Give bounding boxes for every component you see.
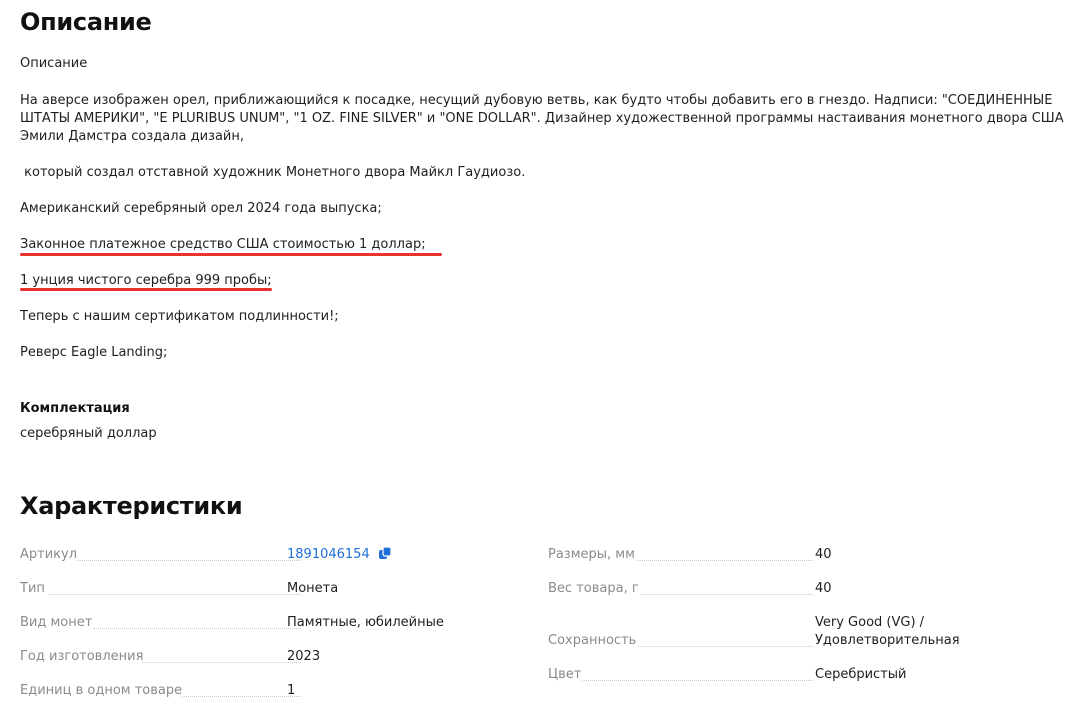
spec-label: Вид монет: [20, 615, 93, 630]
dotted-leader: [93, 627, 301, 629]
spec-label: Вес товара, г: [548, 581, 639, 596]
spec-value: Серебристый: [815, 667, 907, 682]
specs-heading: Характеристики: [20, 492, 243, 520]
description-heading: Описание: [20, 8, 152, 36]
description-paragraph: Описание: [20, 56, 88, 71]
spec-label: Размеры, мм: [548, 547, 635, 562]
spec-row-coin-kind: [20, 614, 520, 634]
spec-value-condition: [815, 614, 960, 650]
condition-line-1: Very Good (VG) /: [815, 615, 925, 630]
spec-row-article: [20, 546, 520, 566]
kit-value: серебряный доллар: [20, 426, 157, 441]
description-paragraph-legal-tender: Законное платежное средство США стоимостью 1 доллар;: [20, 237, 426, 252]
spec-value: 2023: [287, 649, 321, 664]
spec-value: 40: [815, 547, 832, 562]
spec-value: Монета: [287, 581, 339, 596]
description-paragraph: На аверсе изображен орел, приближающийся к посадке, несущий дубовую ветвь, как будто чтобы добавить его в гнездо. Надписи: "СОЕДИНЕННЫЕ ШТАТЫ АМЕРИКИ", "E PLURIBUS UNUM", "1 OZ. FINE SILVER" и "ONE DOLLAR". Дизайнер художественной программы настаивания монетного двора США Эмили Дамстра создала дизайн,: [20, 93, 1068, 144]
spec-row-year: [20, 648, 520, 668]
description-paragraph: Американский серебряный орел 2024 года выпуска;: [20, 201, 382, 216]
spec-row-units: [20, 682, 520, 702]
spec-row-weight: [548, 580, 1068, 600]
description-paragraph: Реверс Eagle Landing;: [20, 345, 168, 360]
dotted-leader: [636, 559, 813, 561]
red-underline-mark: [20, 288, 272, 291]
dotted-leader: [142, 661, 301, 663]
spec-label: Единиц в одном товаре: [20, 683, 183, 698]
spec-row-type: [20, 580, 520, 600]
copy-icon[interactable]: [378, 546, 392, 566]
article-link[interactable]: 1891046154: [287, 547, 370, 562]
dotted-leader: [182, 695, 301, 697]
spec-label: Год изготовления: [20, 649, 144, 664]
kit-heading: Комплектация: [20, 401, 130, 416]
description-paragraph: который создал отставной художник Монетного двора Майкл Гаудиозо.: [20, 165, 526, 180]
dotted-leader: [582, 679, 813, 681]
spec-row-size: [548, 546, 1068, 566]
description-paragraph-silver: 1 унция чистого серебра 999 пробы;: [20, 273, 272, 288]
spec-label: Сохранность: [548, 633, 637, 648]
spec-label: Артикул: [20, 547, 78, 562]
dotted-leader: [640, 593, 813, 595]
red-underline-mark: [20, 253, 442, 256]
spec-label: Тип: [20, 581, 45, 596]
dotted-leader: [638, 645, 813, 647]
description-paragraph: Теперь с нашим сертификатом подлинности!;: [20, 309, 339, 324]
spec-value: 1: [287, 683, 296, 698]
spec-value: Памятные, юбилейные: [287, 615, 444, 630]
condition-line-2: Удовлетворительная: [815, 633, 960, 648]
dotted-leader: [48, 593, 301, 595]
spec-label: Цвет: [548, 667, 582, 682]
spec-row-condition: [548, 615, 1068, 652]
dotted-leader: [76, 559, 301, 561]
spec-row-color: [548, 666, 1068, 686]
spec-value: 40: [815, 581, 832, 596]
